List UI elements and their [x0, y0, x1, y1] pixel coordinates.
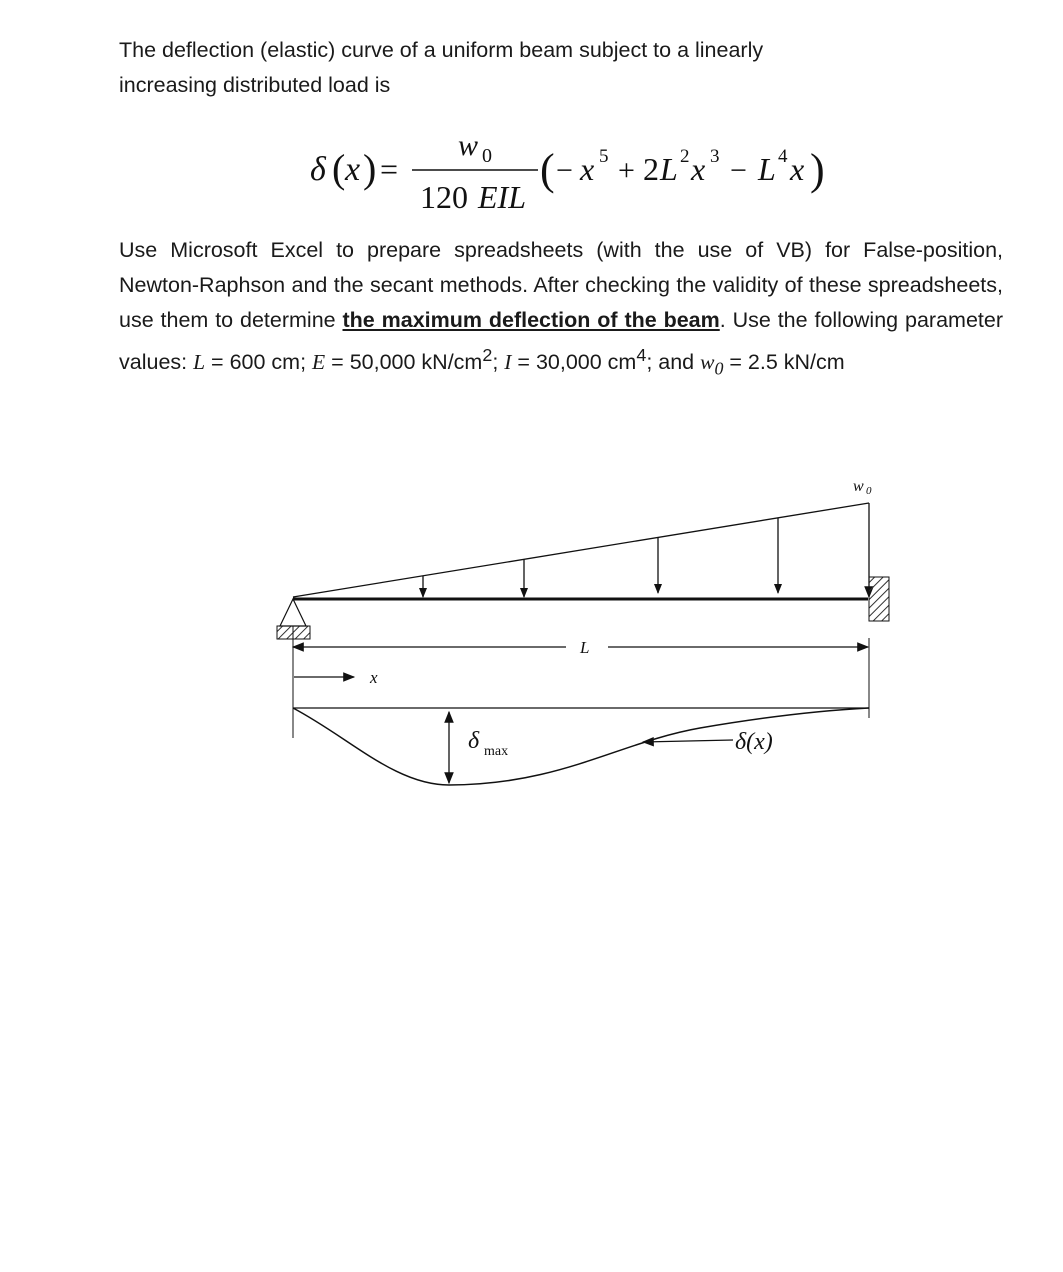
param-separator-1: ; [492, 350, 505, 375]
eq-delta-symbol: δ [310, 151, 326, 188]
intro-line-1: The deflection (elastic) curve of a uniform beam subject to a linearly [119, 38, 764, 62]
curve-label: δ(x) [735, 729, 773, 755]
param-L-value: = 600 cm; [205, 350, 313, 375]
param-E-symbol: E [312, 350, 326, 375]
eq-minus-2: − [730, 154, 747, 187]
param-L-symbol: L [193, 350, 206, 375]
eq-x-3: x [790, 151, 805, 187]
eq-lhs-paren-open: ( [332, 146, 346, 191]
param-w-subscript: 0 [714, 358, 724, 379]
eq-two: 2 [643, 151, 659, 187]
curve-pointer-arrow [643, 740, 733, 742]
fixed-support-wall [869, 577, 889, 621]
task-text-part-2: . Use the following parameter values: [119, 308, 1003, 375]
eq-L-1: L [660, 151, 678, 187]
eq-exp-3: 3 [710, 146, 720, 167]
eq-x-2: x [691, 151, 706, 187]
param-E-value: = 50,000 kN/cm [325, 350, 483, 375]
intro-line-2: increasing distributed load is [119, 73, 391, 97]
pin-support [280, 599, 306, 626]
param-I-value: = 30,000 cm [511, 350, 637, 375]
eq-x-1: x [580, 151, 595, 187]
param-E-exponent: 2 [482, 345, 493, 365]
eq-plus: + [618, 154, 635, 187]
task-text-part-1: Use Microsoft Excel to prepare spreadsheets (with the use of VB) for False-position, Newton-Raphson and the secant methods. After checking the validity of these spreadsheets, use them to determine [119, 238, 1003, 332]
eq-exp-2: 2 [680, 146, 690, 167]
eq-lhs-var: x [345, 151, 361, 188]
param-w-symbol: w [700, 350, 715, 375]
x-label: x [370, 668, 378, 687]
eq-L-2: L [758, 151, 776, 187]
delta-max-subscript: max [484, 744, 509, 759]
eq-exp-5: 5 [599, 146, 609, 167]
param-I-symbol: I [504, 350, 512, 375]
load-label-w: w [853, 478, 864, 495]
param-I-exponent: 4 [636, 345, 647, 365]
eq-numerator-sub: 0 [482, 145, 492, 167]
eq-denominator-vars: EIL [478, 179, 526, 215]
deflection-curve [293, 708, 869, 785]
eq-paren-open: ( [540, 145, 555, 194]
param-separator-2: ; and [646, 350, 701, 375]
load-label-subscript: 0 [866, 485, 872, 497]
eq-minus-1: − [556, 154, 573, 187]
eq-denominator-number: 120 [420, 179, 468, 215]
load-line [293, 503, 869, 597]
eq-lhs-paren-close: ) [363, 146, 377, 191]
task-highlight: the maximum deflection of the beam [342, 308, 720, 332]
delta-max-symbol: δ [468, 728, 480, 754]
eq-exp-4: 4 [778, 146, 788, 167]
eq-equals: = [380, 151, 399, 187]
span-label: L [580, 638, 590, 657]
eq-numerator-w: w [458, 129, 479, 162]
eq-paren-close: ) [810, 145, 825, 194]
param-w-value: = 2.5 kN/cm [723, 350, 845, 375]
